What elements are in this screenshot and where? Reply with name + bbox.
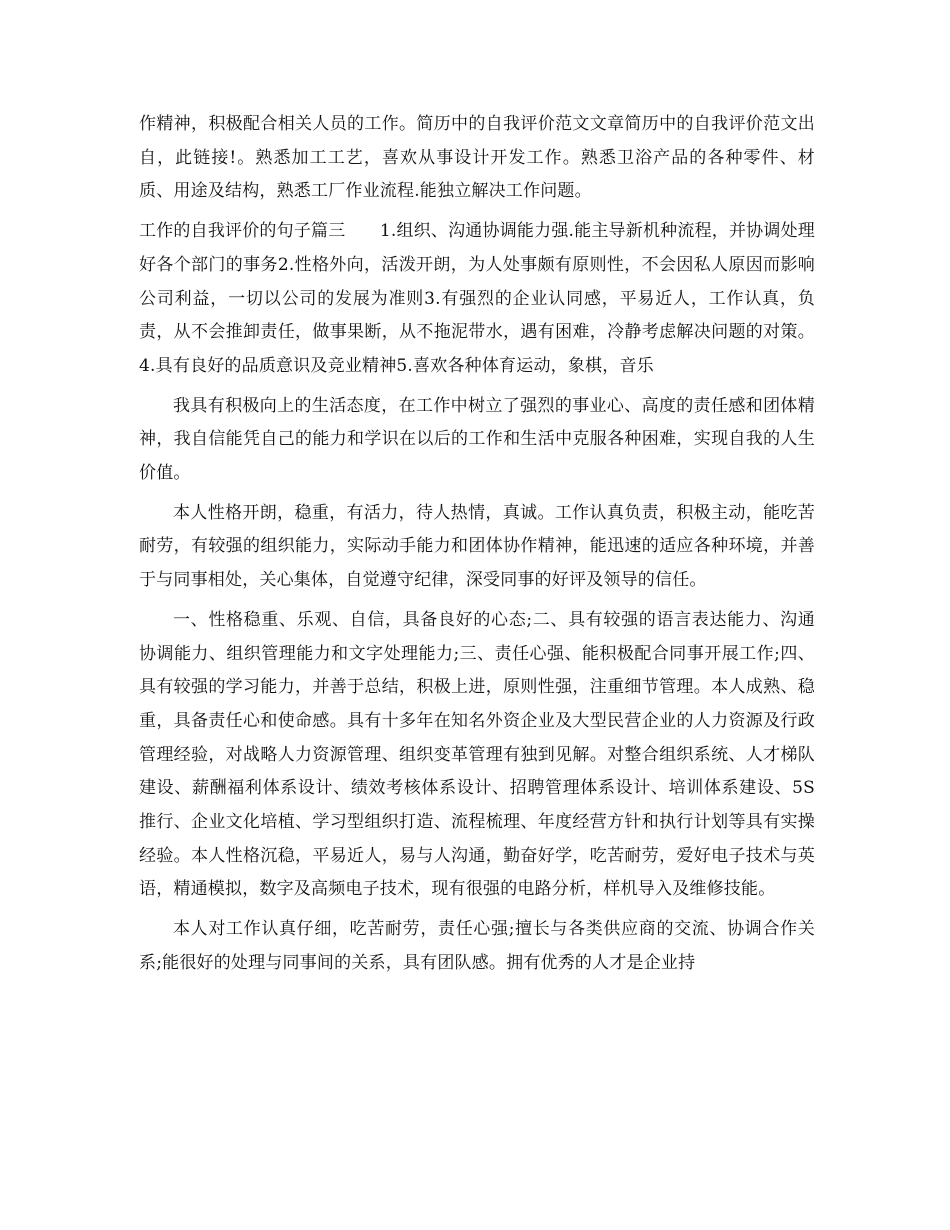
paragraph-6: 本人对工作认真仔细，吃苦耐劳，责任心强;擅长与各类供应商的交流、协调合作关系;能很好的处理与同事间的关系，具有团队感。拥有优秀的人才是企业持 [139,919,815,973]
paragraph-1: 作精神，积极配合相关人员的工作。简历中的自我评价范文文章简历中的自我评价范文出自，此链接!。熟悉加工工艺，喜欢从事设计开发工作。熟悉卫浴产品的各种零件、材质、用途及结构，熟悉工厂作业流程.能独立解决工作问题。 [139,114,815,202]
document-page [139,108,815,987]
paragraph-5: 一、性格稳重、乐观、自信，具备良好的心态;二、具有较强的语言表达能力、沟通协调能力、组织管理能力和文字处理能力;三、责任心强、能积极配合同事开展工作;四、具有较强的学习能力，并善于总结，积极上进，原则性强，注重细节管理。本人成熟、稳重，具备责任心和使命感。具有十多年在知名外资企业及大型民营企业的人力资源及行政管理经验，对战略人力资源管理、组织变革管理有独到见解。对整合组织系统、人才梯队建设、薪酬福利体系设计、绩效考核体系设计、招聘管理体系设计、培训体系建设、5S推行、企业文化培植、学习型组织打造、流程梳理、年度经营方针和执行计划等具有实操经验。本人性格沉稳，平易近人，易与人沟通，勤奋好学，吃苦耐劳，爱好电子技术与英语，精通模拟，数字及高频电子技术，现有很强的电路分析，样机导入及维修技能。 [139,609,815,900]
paragraph-4: 本人性格开朗，稳重，有活力，待人热情，真诚。工作认真负责，积极主动，能吃苦耐劳，有较强的组织能力，实际动手能力和团体协作精神，能迅速的适应各种环境，并善于与同事相处，关心集体，自觉遵守纪律，深受同事的好评及领导的信任。 [139,502,815,591]
paragraph-2: 工作的自我评价的句子篇三 1.组织、沟通协调能力强.能主导新机种流程，并协调处理好各个部门的事务2.性格外向，活泼开朗，为人处事颇有原则性，不会因私人原因而影响公司利益，一切以公司的发展为准则3.有强烈的企业认同感，平易近人，工作认真，负责，从不会推卸责任，做事果断，从不拖泥带水，遇有困难，冷静考虑解决问题的对策。4.具有良好的品质意识及竞业精神5.喜欢各种体育运动，象棋，音乐 [139,221,815,376]
paragraph-3: 我具有积极向上的生活态度，在工作中树立了强烈的事业心、高度的责任感和团体精神，我自信能凭自己的能力和学识在以后的工作和生活中克服各种困难，实现自我的人生价值。 [139,395,815,484]
